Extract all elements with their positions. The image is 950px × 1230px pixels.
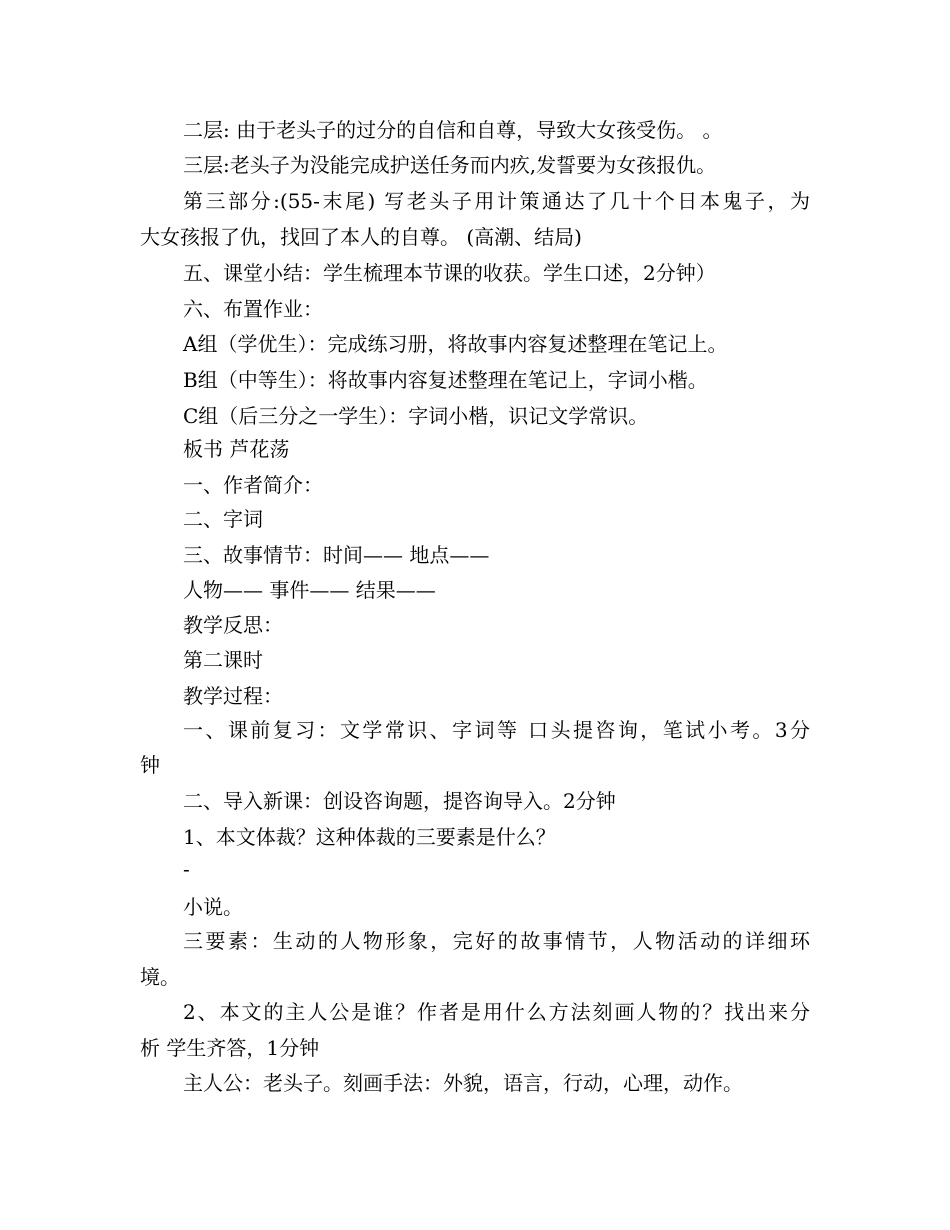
- text-line: 一、作者简介：: [183, 473, 323, 497]
- text-line: 主人公：老头子。刻画手法：外貌，语言，行动，心理，动作。: [183, 1071, 743, 1095]
- text-line: 六、布置作业：: [183, 297, 323, 321]
- text-line: 三层:老头子为没能完成护送任务而内疚,发誓要为女孩报仇。: [183, 153, 717, 177]
- text-line: A组（学优生）：完成练习册，将故事内容复述整理在笔记上。: [183, 332, 728, 356]
- text-line: 境。: [140, 965, 180, 989]
- text-line: 板书 芦花荡: [183, 437, 290, 461]
- text-line: 大女孩报了仇，找回了本人的自尊。 (高潮、结局): [140, 225, 582, 249]
- text-line: B组（中等生）：将故事内容复述整理在笔记上，字词小楷。: [183, 368, 708, 392]
- text-line: 人物—— 事件—— 结果——: [183, 578, 436, 602]
- text-line: C组（后三分之一学生）：字词小楷，识记文学常识。: [183, 404, 649, 428]
- text-line: 1、本文体裁？这种体裁的三要素是什么？: [183, 825, 556, 849]
- text-line: 小说。: [183, 895, 243, 919]
- text-line: 教学反思：: [183, 613, 283, 637]
- text-line: 二、导入新课：创设咨询题，提咨询导入。2分钟: [183, 789, 616, 813]
- text-line: 二、字词: [183, 507, 263, 531]
- text-line: 五、课堂小结：学生梳理本节课的收获。学生口述，2分钟）: [183, 261, 716, 285]
- text-line: 一、课前复习：文学常识、字词等 口头提咨询，笔试小考。3分: [183, 718, 810, 742]
- text-line: 教学过程：: [183, 684, 283, 708]
- text-line: 2、本文的主人公是谁？作者是用什么方法刻画人物的？找出来分: [183, 1000, 810, 1024]
- text-line: 析 学生齐答，1分钟: [140, 1036, 320, 1060]
- text-line: 二层: 由于老头子的过分的自信和自尊，导致大女孩受伤。 。: [183, 118, 723, 142]
- text-line: 第二课时: [183, 648, 263, 672]
- text-line: 三、故事情节：时间—— 地点——: [183, 543, 490, 567]
- text-line: 第三部分:(55-末尾) 写老头子用计策通达了几十个日本鬼子，为: [183, 189, 810, 213]
- text-line: -: [183, 857, 190, 881]
- text-line: 钟: [140, 753, 160, 777]
- text-line: 三要素：生动的人物形象，完好的故事情节，人物活动的详细环: [183, 929, 810, 953]
